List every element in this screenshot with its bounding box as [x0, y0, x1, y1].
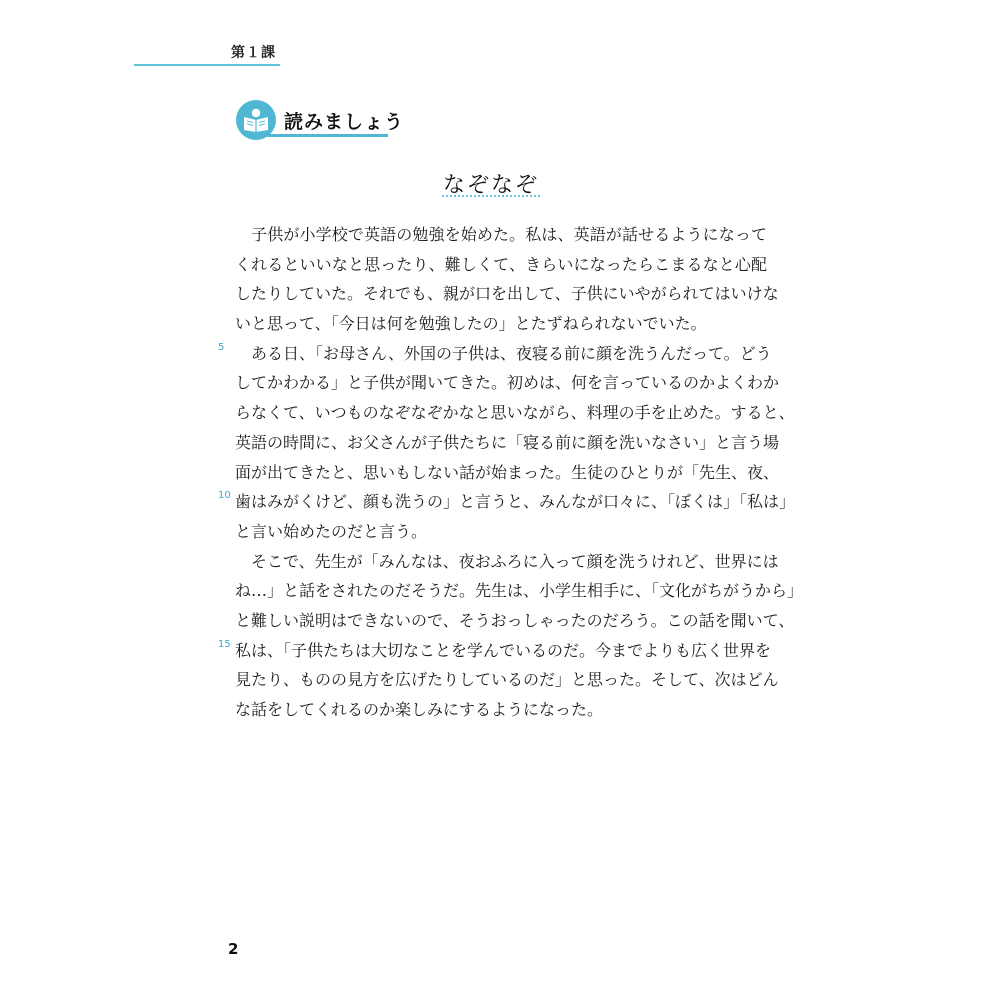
section-title: 読みましょう — [284, 111, 405, 133]
text-line: 面が出てきたと、思いもしない話が始まった。生徒のひとりが「先生、夜、 — [235, 462, 780, 482]
line-number: 5 — [218, 341, 225, 353]
story-body — [218, 220, 804, 725]
text-line: したりしていた。それでも、親が口を出して、子供にいやがられてはいけな — [235, 284, 779, 304]
text-line: いと思って、「今日は何を勉強したの」とたずねられないでいた。 — [235, 314, 707, 334]
line-number: 10 — [218, 490, 231, 502]
chapter-label: 第１課 — [231, 45, 276, 61]
text-line: らなくて、いつものなぞなぞかなと思いながら、料理の手を止めた。すると、 — [235, 403, 795, 423]
section-heading — [236, 100, 405, 140]
chapter-header — [134, 40, 280, 66]
text-line: 見たり、ものの見方を広げたりしているのだ」と思った。そして、次はどん — [235, 670, 779, 690]
text-line: 5 ある日、「お母さん、外国の子供は、夜寝る前に顔を洗うんだって。どう — [235, 339, 767, 369]
text-line: してかわかる」と子供が聞いてきた。初めは、何を言っているのかよくわか — [235, 373, 780, 393]
reading-book-icon — [236, 100, 276, 140]
text-line: ね…」と話をされたのだそうだ。先生は、小学生相手に、「文化がちがうから」 — [235, 581, 804, 601]
section-underline — [256, 134, 388, 137]
text-line: 15 私は、「子供たちは大切なことを学んでいるのだ。今までよりも広く世界を — [235, 636, 767, 666]
text-line: 10 歯はみがくけど、顔も洗うの」と言うと、みんなが口々に、「ぼくは」「私は」 — [235, 487, 767, 517]
text-line: と難しい説明はできないので、そうおっしゃったのだろう。この話を聞いて、 — [235, 610, 795, 630]
text-line: な話をしてくれるのか楽しみにするようになった。 — [235, 700, 604, 719]
text-line: 英語の時間に、お父さんが子供たちに「寝る前に顔を洗いなさい」と言う場 — [235, 432, 780, 452]
text-line: と言い始めたのだと言う。 — [235, 521, 428, 541]
text-line: 子供が小学校で英語の勉強を始めた。私は、英語が話せるようになって — [235, 225, 767, 244]
story-title: なぞなぞ — [442, 173, 539, 198]
text-line: くれるといいなと思ったり、難しくて、きらいになったらこまるなと心配 — [235, 254, 767, 274]
text-line: そこで、先生が「みんなは、夜おふろに入って顔を洗うけれど、世界には — [235, 551, 779, 571]
page-number: 2 — [228, 940, 239, 958]
line-number: 15 — [218, 638, 231, 650]
story-title-underline — [442, 195, 540, 197]
